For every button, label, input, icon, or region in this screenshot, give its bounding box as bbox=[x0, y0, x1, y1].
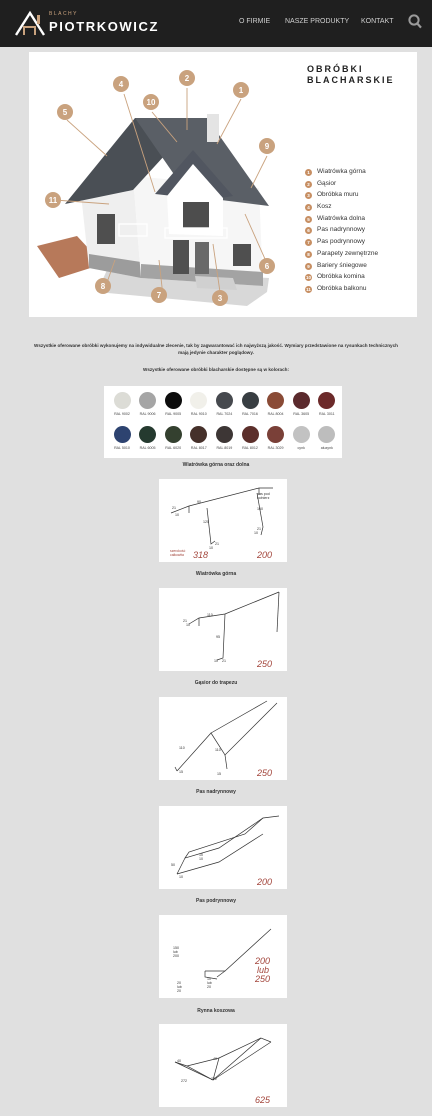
dimension-label: 150 bbox=[173, 946, 179, 950]
legend-number-badge: 10 bbox=[305, 275, 311, 281]
dimension-label: 110 bbox=[207, 613, 213, 617]
legend-number-badge: 9 bbox=[305, 263, 312, 270]
swatch-color-dot bbox=[216, 392, 233, 409]
legend-label: Wiatrówka dolna bbox=[317, 214, 366, 222]
swatch-color-dot bbox=[165, 392, 182, 409]
swatch-color-dot bbox=[318, 392, 335, 409]
swatch-color-dot bbox=[267, 426, 284, 443]
site-header bbox=[0, 0, 432, 47]
legend-number-badge: 3 bbox=[305, 192, 312, 199]
brand-logo[interactable] bbox=[15, 9, 160, 41]
technical-drawing-card bbox=[159, 697, 287, 780]
color-swatch bbox=[315, 392, 339, 416]
dimension-label: 200 bbox=[173, 954, 179, 958]
profile-drawing bbox=[159, 806, 287, 889]
swatch-label: RAL 9005 bbox=[165, 412, 182, 416]
legend-item bbox=[305, 261, 415, 273]
swatch-label: RAL 9010 bbox=[190, 412, 207, 416]
swatch-color-dot bbox=[242, 426, 259, 443]
legend-label: Parapety zewnętrzne bbox=[317, 249, 379, 257]
color-swatch bbox=[289, 426, 313, 450]
intro-text: Wszystkie oferowane obróbki wykonujemy na indywidualne zlecenie, tak by zagwarantować ich najwyższą jakość. Wymiary przedstawione na rysunkach technicznych mają jedynie charakter poglądowy. bbox=[34, 343, 398, 355]
callout-label: 5 bbox=[62, 108, 68, 117]
dimension-label: 21 bbox=[222, 659, 226, 663]
legend-number-badge: 6 bbox=[305, 227, 312, 234]
swatch-label: RAL 8017 bbox=[190, 446, 207, 450]
technical-drawing-card bbox=[159, 479, 287, 562]
swatch-label: cynk bbox=[297, 446, 305, 450]
callout-label: 2 bbox=[184, 74, 190, 83]
dimension-label: 21 bbox=[172, 506, 176, 510]
dimension-label: 10 bbox=[186, 623, 190, 627]
legend-number-badge: 2 bbox=[305, 181, 312, 188]
swatch-color-dot bbox=[139, 392, 156, 409]
color-swatch bbox=[264, 392, 288, 416]
swatch-label: RAL 6005 bbox=[139, 446, 156, 450]
swatch-label: RAL 8012 bbox=[242, 446, 258, 450]
dimension-label: lub bbox=[207, 981, 212, 985]
swatch-label: RAL 8019 bbox=[216, 446, 233, 450]
dimension-label: 10 bbox=[175, 513, 179, 517]
legend-item bbox=[305, 202, 415, 214]
dimension-label: 125 bbox=[203, 520, 209, 524]
swatch-label: RAL 7016 bbox=[242, 412, 258, 416]
section-title: Pas nadrynnowy bbox=[196, 789, 236, 795]
color-swatch bbox=[136, 392, 160, 416]
annotation: całkowita bbox=[170, 553, 184, 557]
legend-number-badge: 8 bbox=[305, 251, 312, 258]
swatch-label: aluzynk bbox=[320, 446, 333, 450]
dimension-label: 272 bbox=[211, 1077, 217, 1081]
color-swatch bbox=[212, 426, 236, 450]
swatch-label: RAL 6020 bbox=[165, 446, 182, 450]
hero-title: OBRÓBKI BLACHARSKIE bbox=[307, 64, 395, 85]
legend-label: Gąsior bbox=[317, 179, 337, 187]
dimension-label: 15 bbox=[179, 770, 183, 774]
legend-item bbox=[305, 225, 415, 237]
size-label: 250 bbox=[257, 768, 273, 778]
size-label: 200 bbox=[255, 956, 271, 966]
legend-label: Bariery śniegowe bbox=[317, 261, 367, 269]
color-swatch bbox=[238, 426, 262, 450]
swatch-color-dot bbox=[190, 392, 207, 409]
profile-drawing bbox=[159, 588, 287, 671]
dimension-label: lub bbox=[177, 985, 182, 989]
swatch-label: RAL 5010 bbox=[114, 446, 130, 450]
dimension-label: 95 bbox=[216, 635, 220, 639]
swatch-color-dot bbox=[293, 426, 310, 443]
legend-list bbox=[305, 167, 415, 296]
house-illustration bbox=[37, 64, 307, 314]
dimension-label: 40 bbox=[213, 1057, 217, 1061]
swatch-color-dot bbox=[114, 426, 131, 443]
swatch-label: RAL 3029 bbox=[267, 446, 284, 450]
size-label: lub bbox=[257, 965, 270, 975]
section-title: Wiatrówka górna bbox=[195, 571, 237, 577]
swatch-label: RAL 9002 bbox=[114, 412, 130, 416]
legend-label: Kosz bbox=[317, 203, 332, 211]
callout-label: 7 bbox=[156, 291, 162, 300]
size-label: 250 bbox=[255, 974, 271, 984]
profile-drawing bbox=[159, 915, 287, 998]
legend-label: Pas nadrynnowy bbox=[317, 226, 366, 234]
legend-item bbox=[305, 190, 415, 202]
swatch-color-dot bbox=[165, 426, 182, 443]
legend-item bbox=[305, 167, 415, 179]
profile-drawing bbox=[159, 1024, 287, 1107]
section-title: Wiatrówka górna oraz dolna bbox=[182, 462, 250, 468]
legend-item bbox=[305, 272, 415, 284]
legend-label: Obróbka komina bbox=[317, 273, 365, 281]
swatch-color-dot bbox=[242, 392, 259, 409]
callout-label: 8 bbox=[100, 282, 106, 291]
color-swatch bbox=[315, 426, 339, 450]
section-title: Gąsior do trapezu bbox=[194, 680, 238, 686]
legend-number-badge: 7 bbox=[305, 239, 312, 246]
dimension-label: 10 bbox=[254, 531, 258, 535]
color-swatch bbox=[110, 426, 134, 450]
house-logo-icon bbox=[15, 9, 47, 37]
legend-label: Wiatrówka górna bbox=[317, 168, 366, 175]
swatch-color-dot bbox=[190, 426, 207, 443]
dimension-label: kołnierz bbox=[257, 496, 270, 500]
dimension-label: 10 bbox=[207, 977, 211, 981]
dimension-label: 20 bbox=[207, 985, 211, 989]
swatch-label: RAL 3605 bbox=[293, 412, 310, 416]
nav-nasze-produkty[interactable]: NASZE PRODUKTY bbox=[285, 18, 350, 25]
dimension-label: 10 bbox=[199, 857, 203, 861]
color-swatch bbox=[161, 426, 185, 450]
dimension-label: 10 bbox=[199, 853, 203, 857]
dimension-label: 20 bbox=[177, 989, 181, 993]
swatch-color-dot bbox=[293, 392, 310, 409]
section-title: Rynna koszowa bbox=[197, 1008, 235, 1014]
brand-name: PIOTRKOWICZ bbox=[49, 19, 160, 34]
dimension-label: 90 bbox=[197, 500, 201, 504]
swatch-label: RAL 9006 bbox=[139, 412, 156, 416]
color-swatch bbox=[238, 392, 262, 416]
hero-panel bbox=[29, 52, 417, 317]
swatch-color-dot bbox=[139, 426, 156, 443]
legend-item bbox=[305, 237, 415, 249]
annotation: szerokość bbox=[170, 549, 186, 553]
callout-label: 10 bbox=[146, 98, 156, 107]
size-label: 625 bbox=[255, 1095, 271, 1105]
size-label: 250 bbox=[257, 659, 273, 669]
callout-label: 9 bbox=[264, 142, 270, 151]
dimension-label: 21 bbox=[215, 542, 219, 546]
dimension-label: 272 bbox=[181, 1079, 187, 1083]
dimension-label: 110 bbox=[179, 746, 185, 750]
legend-item bbox=[305, 214, 415, 226]
search-icon[interactable] bbox=[408, 14, 422, 29]
callout-label: 4 bbox=[118, 80, 124, 89]
swatch-label: RAL 3011 bbox=[319, 412, 335, 416]
color-swatch bbox=[136, 426, 160, 450]
color-swatch bbox=[212, 392, 236, 416]
swatch-color-dot bbox=[267, 392, 284, 409]
swatch-label: RAL 7024 bbox=[216, 412, 233, 416]
dimension-label: 10 bbox=[214, 659, 218, 663]
technical-drawing-card bbox=[159, 588, 287, 671]
size-label: 200 bbox=[257, 877, 273, 887]
color-swatch bbox=[110, 392, 134, 416]
legend-item bbox=[305, 179, 415, 191]
callout-label: 1 bbox=[238, 86, 244, 95]
dimension-label: 21 bbox=[183, 619, 187, 623]
color-swatch bbox=[161, 392, 185, 416]
dimension-label: 21 bbox=[257, 527, 261, 531]
legend-item bbox=[305, 284, 415, 296]
nav-o-firmie[interactable]: O FIRMIE bbox=[239, 18, 271, 25]
dimension-label: 10 bbox=[209, 546, 213, 550]
technical-drawing-card bbox=[159, 806, 287, 889]
callout-label: 11 bbox=[48, 196, 58, 205]
profile-drawing bbox=[159, 697, 287, 780]
dimension-label: 160 bbox=[257, 507, 263, 511]
colors-heading: Wszystkie oferowane obróbki blacharskie dostępne są w kolorach: bbox=[142, 367, 290, 372]
size-label: 200 bbox=[257, 550, 273, 560]
dimension-label: lub bbox=[173, 950, 178, 954]
dimension-label: 50 bbox=[171, 863, 175, 867]
legend-number-badge: 5 bbox=[305, 216, 312, 223]
legend-number-badge: 11 bbox=[306, 286, 311, 292]
brand-small-text: BLACHY bbox=[49, 11, 79, 17]
callout-label: 3 bbox=[217, 294, 223, 303]
legend-number-badge: 1 bbox=[305, 169, 312, 176]
technical-drawing-card bbox=[159, 915, 287, 998]
nav-kontakt[interactable]: KONTAKT bbox=[361, 18, 394, 25]
color-swatch bbox=[264, 426, 288, 450]
legend-label: Obróbka balkonu bbox=[317, 284, 367, 292]
legend-label: Pas podrynnowy bbox=[317, 238, 366, 246]
legend-number-badge: 4 bbox=[305, 204, 312, 211]
color-swatches bbox=[104, 386, 342, 458]
total-width: 318 bbox=[193, 550, 209, 560]
section-title: Pas podrynnowy bbox=[195, 898, 236, 904]
color-swatch bbox=[187, 392, 211, 416]
swatch-color-dot bbox=[114, 392, 131, 409]
callout-label: 6 bbox=[264, 262, 270, 271]
dimension-label: 110 bbox=[215, 748, 221, 752]
dimension-label: pas pod bbox=[257, 492, 270, 496]
dimension-label: 10 bbox=[179, 875, 183, 879]
swatch-label: RAL 8004 bbox=[267, 412, 284, 416]
color-swatch bbox=[187, 426, 211, 450]
dimension-label: 20 bbox=[177, 981, 181, 985]
technical-drawing-card bbox=[159, 1024, 287, 1107]
swatch-color-dot bbox=[216, 426, 233, 443]
legend-label: Obróbka muru bbox=[317, 191, 359, 199]
dimension-label: 15 bbox=[217, 772, 221, 776]
legend-item bbox=[305, 249, 415, 261]
dimension-label: 40 bbox=[177, 1059, 181, 1063]
swatch-color-dot bbox=[318, 426, 335, 443]
color-swatch bbox=[289, 392, 313, 416]
profile-drawing bbox=[159, 479, 287, 562]
